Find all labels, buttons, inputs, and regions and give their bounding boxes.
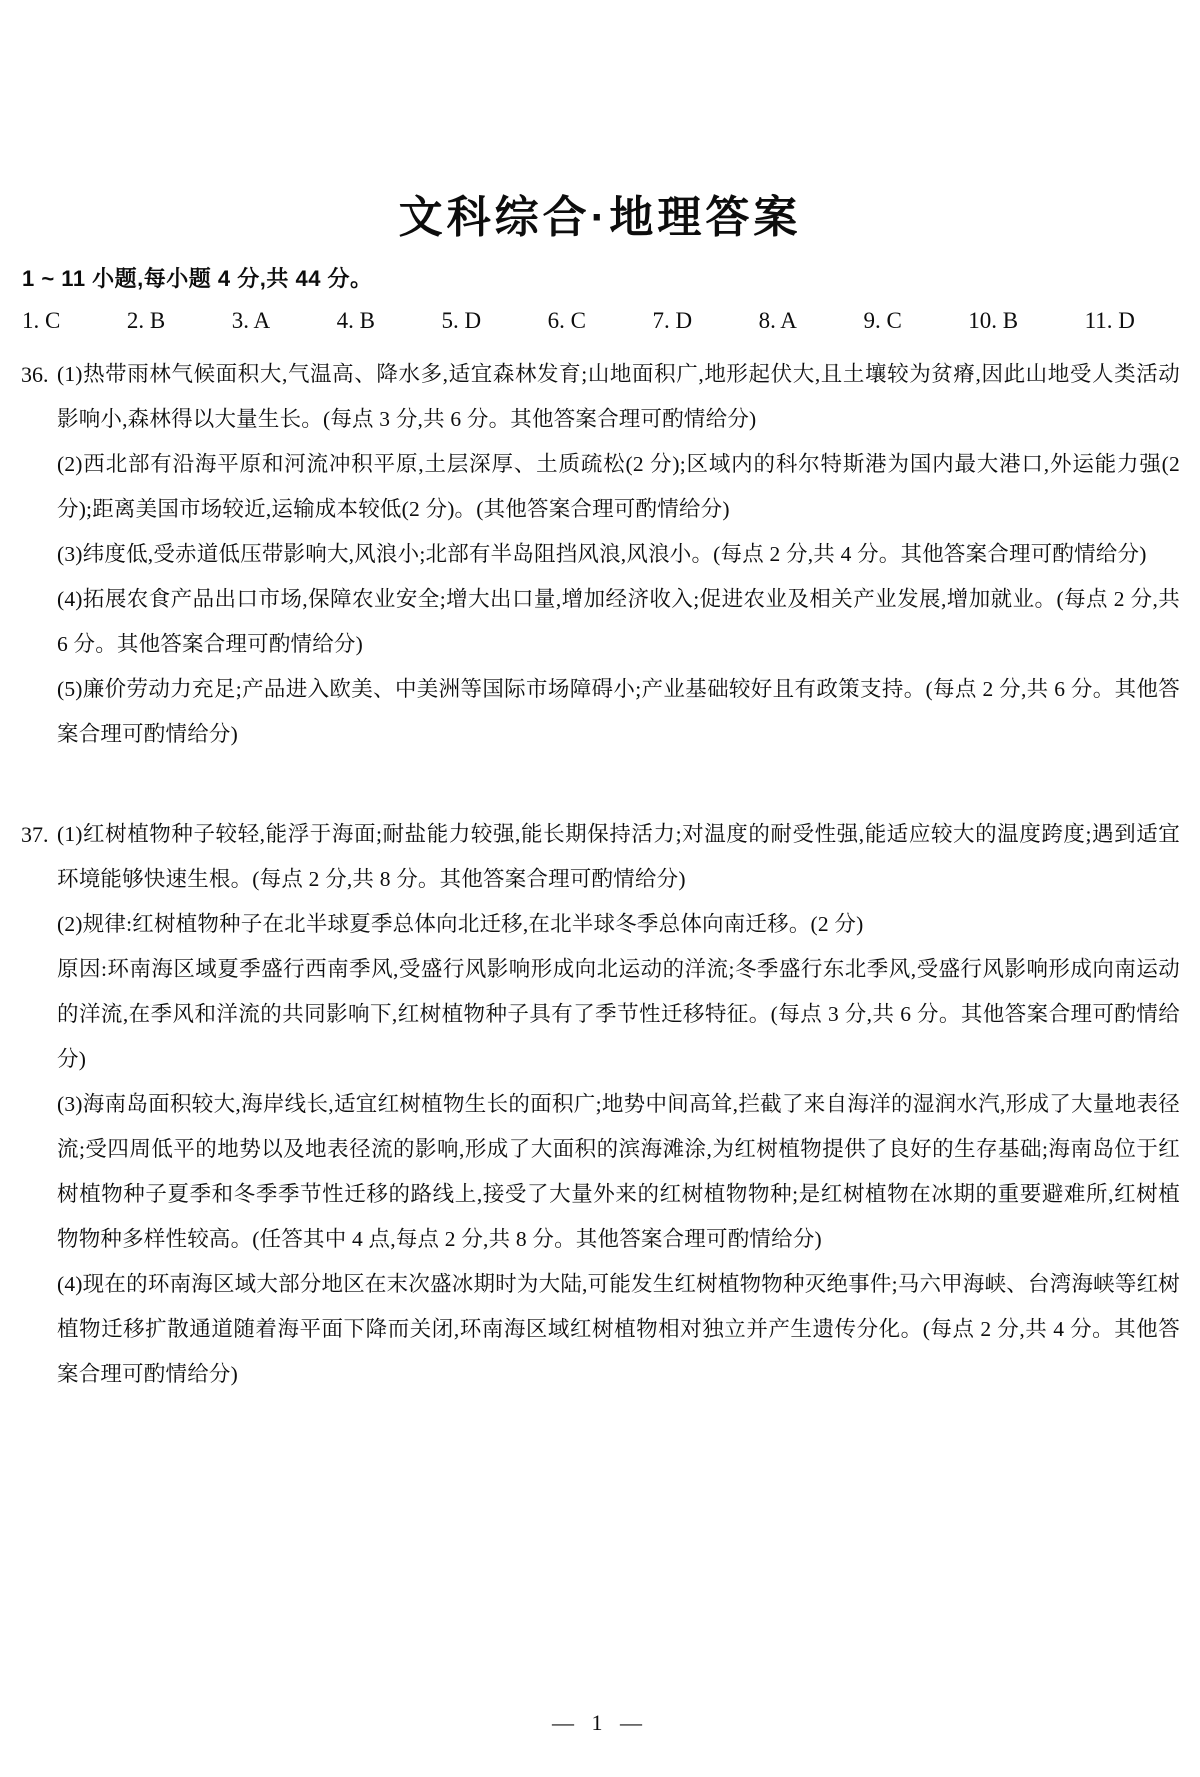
choice-answer-9: 9. C — [863, 308, 902, 333]
answer-36-5: (5)廉价劳动力充足;产品进入欧美、中美洲等国际市场障碍小;产业基础较好且有政策支持。(每点 2 分,共 6 分。其他答案合理可酌情给分) — [57, 677, 1180, 746]
question-37 — [21, 812, 1180, 1397]
page-title: 文科综合·地理答案 — [398, 193, 802, 243]
answer-36-3: (3)纬度低,受赤道低压带影响大,风浪小;北部有半岛阻挡风浪,风浪小。(每点 2 分,共 4 分。其他答案合理可酌情给分) — [57, 542, 1147, 566]
choice-answer-4: 4. B — [336, 308, 375, 333]
choice-answer-8: 8. A — [758, 308, 797, 333]
choice-answers-row — [22, 308, 1135, 334]
choice-answer-10: 10. B — [968, 308, 1019, 333]
choice-answer-11: 11. D — [1084, 308, 1135, 333]
score-note: 1 ~ 11 小题,每小题 4 分,共 44 分。 — [22, 266, 373, 291]
question-36 — [21, 352, 1180, 757]
choice-answer-6: 6. C — [547, 308, 586, 333]
question-36-number: 36. — [21, 362, 49, 387]
choice-answer-2: 2. B — [126, 308, 166, 333]
answer-36-1: (1)热带雨林气候面积大,气温高、降水多,适宜森林发育;山地面积广,地形起伏大,且土壤较为贫瘠,因此山地受人类活动影响小,森林得以大量生长。(每点 3 分,共 6 分。其他答案合理可酌情给分) — [57, 362, 1180, 431]
question-37-number: 37. — [21, 822, 49, 847]
choice-answer-3: 3. A — [231, 308, 271, 333]
choice-answer-1: 1. C — [22, 308, 61, 333]
answer-37-4: (4)现在的环南海区域大部分地区在末次盛冰期时为大陆,可能发生红树植物物种灭绝事件;马六甲海峡、台湾海峡等红树植物迁移扩散通道随着海平面下降而关闭,环南海区域红树植物相对独立并产生遗传分化。(每点 2 分,共 4 分。其他答案合理可酌情给分) — [57, 1272, 1180, 1386]
answer-37-3: (3)海南岛面积较大,海岸线长,适宜红树植物生长的面积广;地势中间高耸,拦截了来自海洋的湿润水汽,形成了大量地表径流;受四周低平的地势以及地表径流的影响,形成了大面积的滨海滩涂,为红树植物提供了良好的生存基础;海南岛位于红树植物种子夏季和冬季季节性迁移的路线上,接受了大量外来的红树植物物种;是红树植物在冰期的重要避难所,红树植物物种多样性较高。(任答其中 4 点,每点 2 分,共 8 分。其他答案合理可酌情给分) — [57, 1092, 1180, 1251]
answer-36-2: (2)西北部有沿海平原和河流冲积平原,土层深厚、土质疏松(2 分);区域内的科尔特斯港为国内最大港口,外运能力强(2 分);距离美国市场较近,运输成本较低(2 分)。(其他答案合理可酌情给分) — [57, 452, 1180, 521]
answer-37-2-rule: (2)规律:红树植物种子在北半球夏季总体向北迁移,在北半球冬季总体向南迁移。(2 分) — [57, 912, 864, 936]
choice-answer-5: 5. D — [441, 308, 482, 333]
answer-36-4: (4)拓展农食产品出口市场,保障农业安全;增大出口量,增加经济收入;促进农业及相关产业发展,增加就业。(每点 2 分,共 6 分。其他答案合理可酌情给分) — [57, 587, 1180, 656]
answer-37-1: (1)红树植物种子较轻,能浮于海面;耐盐能力较强,能长期保持活力;对温度的耐受性强,能适应较大的温度跨度;遇到适宜环境能够快速生根。(每点 2 分,共 8 分。其他答案合理可酌情给分) — [57, 822, 1180, 891]
choice-answer-7: 7. D — [652, 308, 693, 333]
page-number: — 1 — — [552, 1710, 648, 1735]
answer-37-2-reason: 原因:环南海区域夏季盛行西南季风,受盛行风影响形成向北运动的洋流;冬季盛行东北季风,受盛行风影响形成向南运动的洋流,在季风和洋流的共同影响下,红树植物种子具有了季节性迁移特征。(每点 3 分,共 6 分。其他答案合理可酌情给分) — [57, 957, 1180, 1071]
